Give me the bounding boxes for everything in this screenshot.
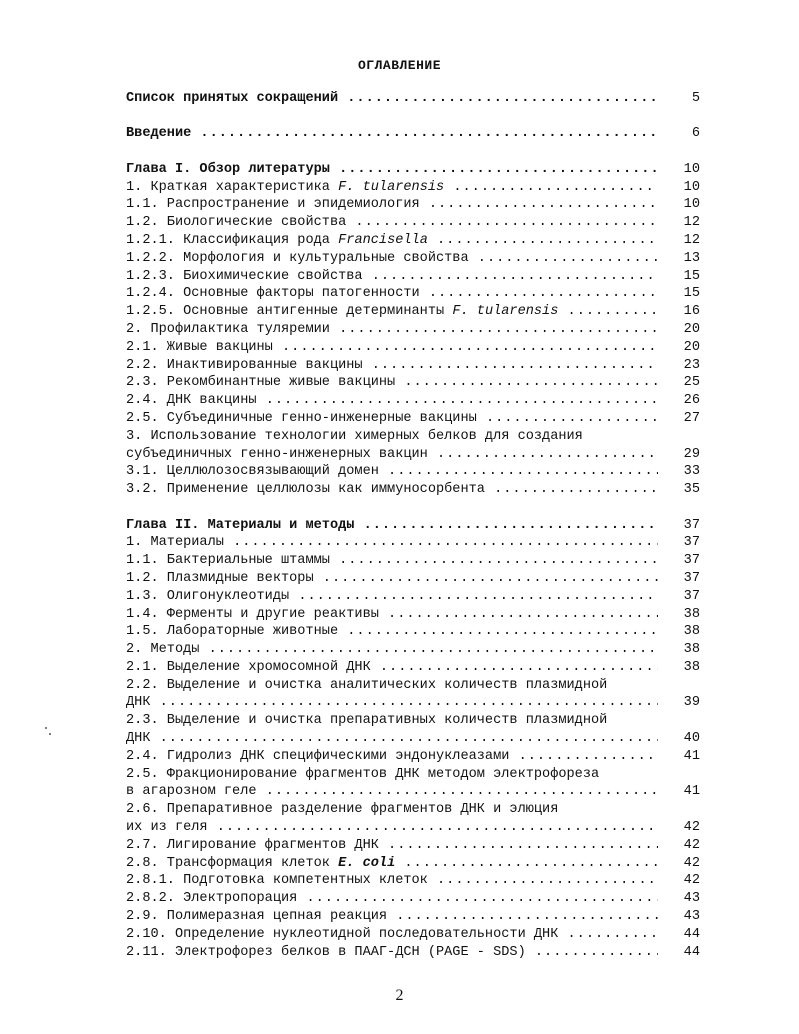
toc-page-number: 12: [683, 215, 700, 231]
toc-entry-2-2[interactable]: [126, 357, 700, 375]
toc-entry-label: Глава I. Обзор литературы .....: [126, 161, 658, 179]
toc-entry-m2-4[interactable]: [126, 748, 700, 766]
toc-group-front: [126, 90, 700, 108]
toc-entry-m2-11[interactable]: [126, 944, 700, 962]
toc-page-number: 38: [683, 642, 700, 658]
scan-speck: [49, 733, 51, 735]
toc-page-number: 5: [691, 91, 700, 106]
toc-entry-m2-1[interactable]: [126, 659, 700, 677]
toc-entry-label: их из геля .....: [126, 819, 658, 837]
toc-entry-label-wrap: [126, 232, 658, 250]
toc-title: ОГЛАВЛЕНИЕ: [357, 58, 441, 73]
toc-page-number: 23: [683, 357, 700, 373]
toc-page-number: 42: [683, 873, 700, 889]
toc-entry-label: 2.4. ДНК вакцины .....: [126, 392, 658, 410]
page-number: 2: [395, 987, 404, 1004]
toc-entry-1-2[interactable]: [126, 214, 700, 232]
toc-entry-m2-6[interactable]: [126, 819, 700, 837]
toc-page-number: 15: [683, 286, 700, 302]
toc-entry-m1-2[interactable]: [126, 570, 700, 588]
toc-entry-2[interactable]: [126, 321, 700, 339]
toc-page-number: 10: [683, 179, 700, 195]
toc-entry-2-1[interactable]: [126, 339, 700, 357]
toc-page-number: 15: [683, 268, 700, 284]
toc-page-number: 43: [683, 891, 700, 907]
toc-entry-label: 1.2.5. Основные антигенные детерминанты: [126, 304, 445, 320]
toc-page-number: 42: [683, 837, 700, 853]
toc-entry-1-2-2[interactable]: [126, 250, 700, 268]
toc-entry-2-3[interactable]: [126, 374, 700, 392]
toc-entry-m1-5[interactable]: [126, 623, 700, 641]
toc-entry-1[interactable]: [126, 179, 700, 197]
toc-entry-label: 2.8.1. Подготовка компетентных клеток .....: [126, 872, 658, 890]
toc-entry-label: 2. Методы .....: [126, 641, 658, 659]
toc-entry-label: 2.10. Определение нуклеотидной последовательности ДНК .....: [126, 926, 658, 944]
toc-entry-label: 2.1. Живые вакцины .....: [126, 339, 658, 357]
toc-group-chapter-2: [126, 517, 700, 962]
toc-entry-m1-4[interactable]: [126, 606, 700, 624]
toc-entry-label: 1.4. Ферменты и другие реактивы .....: [126, 606, 658, 624]
toc-entry-label-italic: F. tularensis: [338, 179, 445, 195]
toc-entry-label-italic: F. tularensis: [452, 304, 559, 320]
toc-page-number: 37: [683, 570, 700, 586]
toc-entry-chapter-1[interactable]: [126, 161, 700, 179]
toc-entry-label: 3.1. Целлюлозосвязывающий домен .....: [126, 463, 658, 481]
toc-page-number: 25: [683, 375, 700, 391]
toc-page-number: 26: [683, 393, 700, 409]
toc-entry-m2-2[interactable]: [126, 694, 700, 712]
toc-entry-label: 2.9. Полимеразная цепная реакция .....: [126, 908, 658, 926]
toc-entry-3-2[interactable]: [126, 481, 700, 499]
toc-entry-label: 2.7. Лигирование фрагментов ДНК .....: [126, 837, 658, 855]
toc-entry-m2-6-line1[interactable]: 2.6. Препаративное разделение фрагментов ДНК и элюция: [126, 802, 559, 818]
toc-entry-m2-3-line1[interactable]: 2.3. Выделение и очистка препаративных количеств плазмидной: [126, 713, 608, 729]
toc-entry-label-italic: E. coli: [338, 855, 396, 871]
toc-entry-label-wrap: [126, 179, 658, 197]
toc-entry-m2-7[interactable]: [126, 837, 700, 855]
toc-entry-label: 1.5. Лабораторные животные .....: [126, 623, 658, 641]
toc-page-number: 10: [683, 161, 700, 177]
toc-entry-label: Введение .....: [126, 125, 658, 143]
toc-entry-label: 2.2. Инактивированные вакцины .....: [126, 357, 658, 375]
toc-entry-3[interactable]: [126, 446, 700, 464]
toc-page-number: 12: [683, 232, 700, 248]
toc-entry-label: 2.1. Выделение хромосомной ДНК .....: [126, 659, 658, 677]
toc-entry-label: 1.2. Биологические свойства .....: [126, 214, 658, 232]
toc-entry-1-2-1[interactable]: [126, 232, 700, 250]
toc-entry-2-4[interactable]: [126, 392, 700, 410]
toc-entry-label: 2.8. Трансформация клеток: [126, 855, 330, 871]
toc-page-number: 29: [683, 446, 700, 462]
toc-page-number: 13: [683, 250, 700, 266]
toc-entry-label: 1.2.2. Морфология и культуральные свойства .....: [126, 250, 658, 268]
toc-entry-label: 2. Профилактика туляремии .....: [126, 321, 658, 339]
toc-page-number: 39: [683, 695, 700, 711]
toc-group-intro: [126, 125, 700, 143]
toc-entry-m2[interactable]: [126, 641, 700, 659]
toc-entry-1-2-4[interactable]: [126, 285, 700, 303]
toc-page-number: 10: [683, 197, 700, 213]
toc-page-number: 44: [683, 944, 700, 960]
toc-entry-label: 2.4. Гидролиз ДНК специфическими эндонуклеазами .....: [126, 748, 658, 766]
toc-entry-label-italic: Francisella: [338, 232, 428, 248]
toc-entry-m2-8-2[interactable]: [126, 890, 700, 908]
toc-page-number: 20: [683, 321, 700, 337]
toc-entry-label: 1.2.3. Биохимические свойства .....: [126, 268, 658, 286]
toc-entry-label: 1. Материалы .....: [126, 534, 658, 552]
toc-page-number: 20: [683, 339, 700, 355]
toc-entry-label: 1.2.1. Классификация рода: [126, 232, 330, 248]
toc-page-number: 33: [683, 464, 700, 480]
toc-page-number: 42: [683, 855, 700, 871]
toc-entry-label: 2.5. Субъединичные генно-инженерные вакцины .....: [126, 410, 658, 428]
toc-page-number: 38: [683, 659, 700, 675]
toc-entry-m2-5[interactable]: [126, 783, 700, 801]
toc-entry-label: в агарозном геле .....: [126, 783, 658, 801]
toc-entry-label: 2.8.2. Электропорация .....: [126, 890, 658, 908]
toc-entry-label: 3.2. Применение целлюлозы как иммуносорбента .....: [126, 481, 658, 499]
toc-entry-label: 2.3. Рекомбинантные живые вакцины .....: [126, 374, 658, 392]
table-of-contents: [126, 90, 700, 979]
toc-entry-label-wrap: [126, 303, 658, 321]
toc-entry-1-2-5[interactable]: [126, 303, 700, 321]
toc-entry-label: 1.1. Бактериальные штаммы .....: [126, 552, 658, 570]
toc-page-number: 40: [683, 731, 700, 747]
toc-entry-label-wrap: [126, 855, 658, 873]
toc-page-number: 43: [683, 909, 700, 925]
toc-entry-label: 2.11. Электрофорез белков в ПААГ-ДСН (PAGE - SDS) .....: [126, 944, 658, 962]
toc-page-number: 37: [683, 535, 700, 551]
toc-entry-label: 1.2. Плазмидные векторы .....: [126, 570, 658, 588]
toc-page-number: 37: [683, 588, 700, 604]
toc-entry-m2-8[interactable]: [126, 855, 700, 873]
toc-page-number: 37: [683, 553, 700, 569]
toc-page-number: 38: [683, 624, 700, 640]
toc-group-chapter-1: [126, 161, 700, 499]
toc-page-number: 37: [683, 517, 700, 533]
toc-entry-label: Список принятых сокращений .....: [126, 90, 658, 108]
toc-entry-1-1[interactable]: [126, 196, 700, 214]
toc-entry-m1-1[interactable]: [126, 552, 700, 570]
toc-entry-m2-10[interactable]: [126, 926, 700, 944]
toc-entry-abbreviations[interactable]: [126, 90, 700, 108]
toc-entry-label: ДНК .....: [126, 694, 658, 712]
toc-entry-m1-3[interactable]: [126, 588, 700, 606]
toc-page-number: 16: [683, 304, 700, 320]
toc-entry-3-line1[interactable]: 3. Использование технологии химерных белков для создания: [126, 428, 583, 444]
toc-entry-label: 1. Краткая характеристика: [126, 179, 330, 195]
toc-entry-chapter-2[interactable]: [126, 517, 700, 535]
toc-entry-introduction[interactable]: [126, 125, 700, 143]
toc-page-number: 27: [683, 410, 700, 426]
toc-entry-label: Глава II. Материалы и методы .....: [126, 517, 658, 535]
toc-entry-label: ДНК .....: [126, 730, 658, 748]
toc-page-number: 44: [683, 926, 700, 942]
toc-entry-label: 1.1. Распространение и эпидемиология .....: [126, 196, 658, 214]
scan-speck: [45, 727, 47, 729]
toc-page-number: 42: [683, 820, 700, 836]
toc-entry-3-1[interactable]: [126, 463, 700, 481]
toc-entry-1-2-3[interactable]: [126, 268, 700, 286]
toc-page-number: 6: [691, 126, 700, 142]
toc-entry-label: 1.2.4. Основные факторы патогенности .....: [126, 285, 658, 303]
toc-entry-2-5[interactable]: [126, 410, 700, 428]
toc-entry-label: 1.3. Олигонуклеотиды .....: [126, 588, 658, 606]
toc-entry-m2-2-line1[interactable]: 2.2. Выделение и очистка аналитических количеств плазмидной: [126, 677, 608, 693]
toc-page-number: 35: [683, 482, 700, 498]
toc-page-number: 38: [683, 606, 700, 622]
toc-entry-m2-8-1[interactable]: [126, 872, 700, 890]
toc-page-number: 41: [683, 748, 700, 764]
toc-entry-m2-3[interactable]: [126, 730, 700, 748]
toc-entry-label: субъединичных генно-инженерных вакцин .....: [126, 446, 658, 464]
toc-entry-m1[interactable]: [126, 534, 700, 552]
toc-entry-m2-9[interactable]: [126, 908, 700, 926]
toc-entry-m2-5-line1[interactable]: 2.5. Фракционирование фрагментов ДНК методом электрофореза: [126, 766, 600, 782]
toc-page-number: 41: [683, 784, 700, 800]
